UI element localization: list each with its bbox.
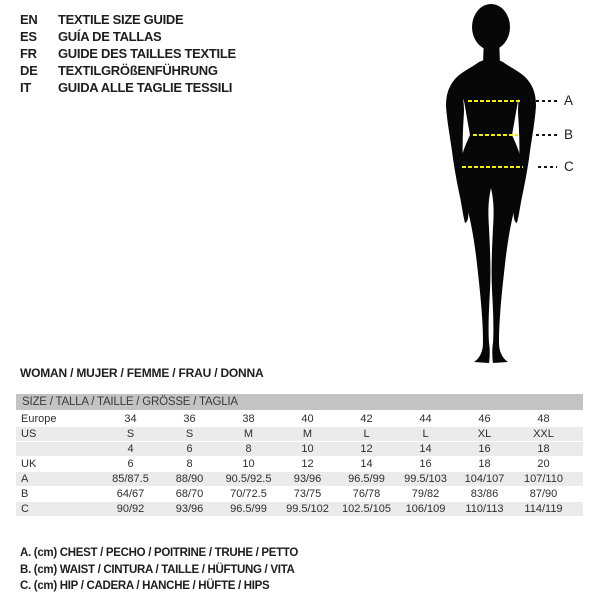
- row-label: C: [21, 503, 29, 515]
- measure-letter: A: [564, 93, 574, 108]
- size-cell: 96.5/99: [348, 473, 385, 485]
- language-label: GUÍA DE TALLAS: [58, 29, 162, 44]
- measurement-legend: [20, 545, 298, 595]
- table-row: [16, 442, 583, 456]
- size-cell: 79/82: [411, 488, 440, 500]
- size-cell: 36: [183, 413, 196, 425]
- language-code: FR: [20, 46, 37, 61]
- row-label: UK: [21, 458, 37, 470]
- size-cell: S: [185, 428, 194, 440]
- row-label: [16, 442, 101, 456]
- size-cell: 99.5/103: [404, 473, 447, 485]
- size-cell: 4: [127, 443, 134, 455]
- size-cell: 42: [360, 413, 373, 425]
- size-cell: 18: [537, 443, 550, 455]
- size-cell: 64/67: [116, 488, 145, 500]
- size-cell: 90.5/92.5: [225, 473, 272, 485]
- size-cell: L: [363, 428, 370, 440]
- measure-letter: C: [564, 159, 574, 174]
- size-cell: XL: [477, 428, 492, 440]
- size-cell: 14: [419, 443, 432, 455]
- size-cell: 16: [478, 443, 491, 455]
- language-code: ES: [20, 29, 37, 44]
- size-cell: 40: [301, 413, 314, 425]
- table-row: [16, 502, 583, 516]
- size-cell: 102.5/105: [342, 503, 391, 515]
- size-cell: 44: [419, 413, 432, 425]
- language-row: [20, 62, 236, 79]
- size-cell: M: [302, 428, 313, 440]
- size-cell: 99.5/102: [286, 503, 329, 515]
- language-row: [20, 79, 236, 96]
- size-cell: 107/110: [524, 473, 563, 485]
- table-row: [16, 472, 583, 486]
- size-cell: XXL: [533, 428, 554, 440]
- size-cell: 104/107: [464, 473, 505, 485]
- language-label: GUIDE DES TAILLES TEXTILE: [58, 46, 236, 61]
- legend-row: B. (cm) WAIST / CINTURA / TAILLE / HÜFTUNG / VITA: [20, 563, 295, 576]
- size-cell: 90/92: [116, 503, 145, 515]
- legend-row: C. (cm) HIP / CADERA / HANCHE / HÜFTE / HIPS: [20, 580, 270, 592]
- size-cell: 106/109: [405, 503, 446, 515]
- measure-dot-line: [538, 166, 557, 168]
- size-cell: 6: [127, 458, 134, 470]
- size-cell: 93/96: [293, 473, 322, 485]
- row-label: Europe: [21, 413, 57, 425]
- measure-dash-line: [473, 134, 518, 136]
- size-cell: 68/70: [175, 488, 204, 500]
- size-cell: 14: [360, 458, 373, 470]
- size-cell: 110/113: [465, 503, 504, 515]
- language-label: TEXTILE SIZE GUIDE: [58, 12, 184, 27]
- measure-dash-line: [462, 166, 523, 168]
- row-label: A: [21, 473, 29, 485]
- row-label: B: [21, 488, 29, 500]
- size-cell: 8: [186, 458, 193, 470]
- size-cell: L: [422, 428, 429, 440]
- size-cell: 48: [537, 413, 550, 425]
- language-row: [20, 11, 236, 28]
- size-cell: 10: [301, 443, 314, 455]
- woman-silhouette: [425, 0, 585, 370]
- language-row: [20, 28, 236, 45]
- size-cell: 114/119: [524, 503, 563, 515]
- section-title: WOMAN / MUJER / FEMME / FRAU / DONNA: [20, 366, 264, 380]
- table-row: [16, 412, 583, 426]
- language-row: [20, 45, 236, 62]
- size-cell: 46: [478, 413, 491, 425]
- size-cell: 88/90: [175, 473, 204, 485]
- size-cell: M: [243, 428, 254, 440]
- size-cell: 8: [245, 443, 252, 455]
- size-cell: 73/75: [293, 488, 322, 500]
- size-cell: 12: [360, 443, 373, 455]
- size-cell: 10: [242, 458, 255, 470]
- legend-row: A. (cm) CHEST / PECHO / POITRINE / TRUHE / PETTO: [20, 547, 299, 559]
- language-code: EN: [20, 12, 38, 27]
- row-label: US: [21, 428, 37, 440]
- language-list: [20, 11, 236, 96]
- size-cell: 85/87.5: [112, 473, 149, 485]
- size-cell: 6: [186, 443, 193, 455]
- size-cell: 16: [419, 458, 432, 470]
- table-row: [16, 487, 583, 501]
- language-code: DE: [20, 63, 38, 78]
- size-cell: S: [126, 428, 135, 440]
- size-cell: 76/78: [352, 488, 381, 500]
- size-cell: 34: [124, 413, 137, 425]
- size-cell: 12: [301, 458, 314, 470]
- size-table-body: [16, 412, 583, 516]
- size-cell: 87/90: [529, 488, 558, 500]
- size-cell: 70/72.5: [230, 488, 267, 500]
- language-label: GUIDA ALLE TAGLIE TESSILI: [58, 80, 233, 95]
- measure-dot-line: [530, 100, 557, 102]
- language-label: TEXTILGRÖßENFÜHRUNG: [58, 63, 218, 78]
- size-table: [16, 394, 583, 517]
- size-cell: 83/86: [470, 488, 499, 500]
- size-cell: 38: [242, 413, 255, 425]
- size-table-header: SIZE / TALLA / TAILLE / GRÖSSE / TAGLIA: [16, 394, 583, 410]
- language-code: IT: [20, 80, 31, 95]
- size-cell: 93/96: [175, 503, 204, 515]
- table-row: [16, 457, 583, 471]
- measure-letter: B: [564, 127, 574, 142]
- size-cell: 96.5/99: [230, 503, 267, 515]
- table-row: [16, 427, 583, 441]
- size-cell: 18: [478, 458, 491, 470]
- measure-dash-line: [468, 100, 522, 102]
- size-cell: 20: [537, 458, 550, 470]
- measure-dot-line: [536, 134, 557, 136]
